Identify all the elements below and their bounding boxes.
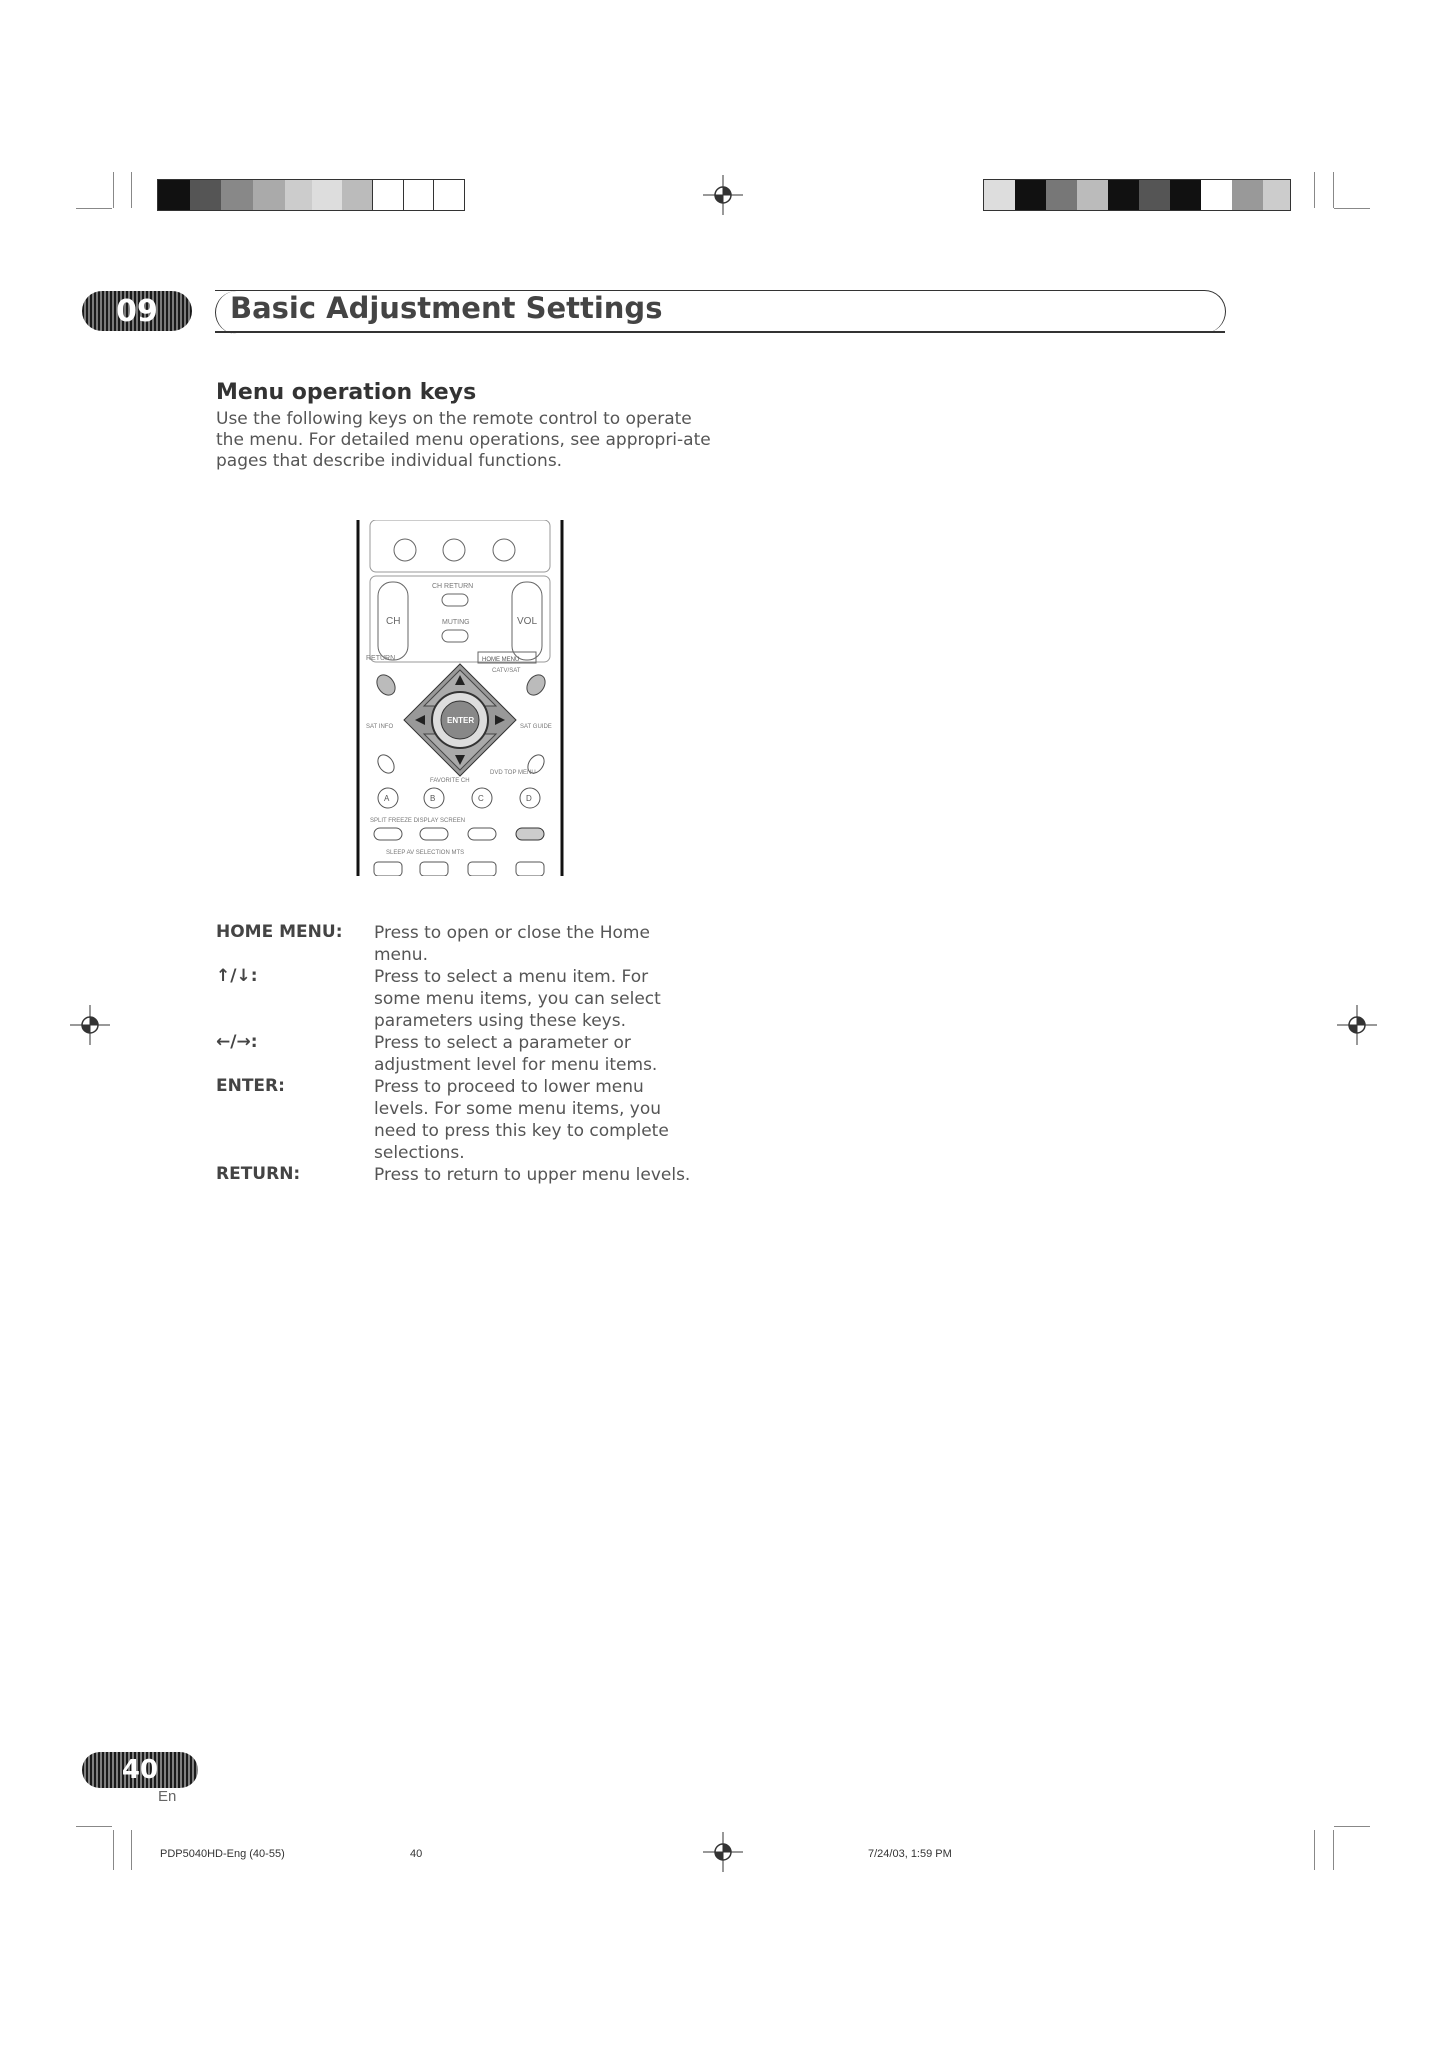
registration-target-icon — [70, 1005, 110, 1045]
key-desc-left-right — [374, 1032, 704, 1076]
remote-button-d: D — [526, 794, 532, 803]
key-label-up-down: ↑/↓: — [216, 966, 258, 986]
key-desc-line: parameters using these keys. — [374, 1011, 626, 1031]
footer-page: 40 — [410, 1848, 423, 1860]
remote-button-b: B — [430, 794, 436, 803]
crop-mark — [131, 172, 132, 208]
crop-mark — [1314, 1830, 1315, 1870]
section-heading: Menu operation keys — [216, 380, 477, 405]
crop-mark — [76, 1826, 112, 1827]
remote-sat-guide-label: SAT GUIDE — [520, 724, 552, 730]
registration-target-icon — [703, 175, 743, 215]
crop-mark — [131, 1830, 132, 1870]
page-language: En — [158, 1788, 177, 1805]
page-number-badge: 40 — [82, 1752, 198, 1788]
key-label-enter: ENTER: — [216, 1076, 285, 1096]
registration-target-icon — [1337, 1005, 1377, 1045]
chapter-title: Basic Adjustment Settings — [230, 291, 663, 325]
key-desc-line: Press to select a menu item. For — [374, 967, 649, 987]
key-desc-home-menu — [374, 922, 704, 966]
crop-mark — [76, 208, 112, 209]
crop-mark — [1334, 208, 1370, 209]
key-desc-line: adjustment level for menu items. — [374, 1055, 658, 1075]
remote-home-menu-label: HOME MENU — [482, 657, 520, 663]
chapter-number-badge: 09 — [82, 291, 192, 331]
key-desc-line: Press to proceed to lower menu — [374, 1077, 644, 1097]
key-desc-line: need to press this key to complete — [374, 1121, 669, 1141]
key-desc-line: Press to return to upper menu levels. — [374, 1165, 691, 1185]
remote-favorite-label: FAVORITE CH — [430, 778, 470, 784]
key-desc-line: menu. — [374, 945, 428, 965]
key-desc-line: selections. — [374, 1143, 465, 1163]
crop-mark — [1333, 1830, 1334, 1870]
remote-control-illustration — [356, 520, 564, 876]
key-label-home-menu: HOME MENU: — [216, 922, 343, 942]
remote-button-c: C — [478, 794, 484, 803]
crop-mark — [1314, 172, 1315, 208]
footer-timestamp: 7/24/03, 1:59 PM — [868, 1848, 952, 1860]
remote-ch-label: CH — [386, 616, 401, 627]
key-desc-line: Press to open or close the Home — [374, 923, 650, 943]
remote-button-a: A — [384, 794, 390, 803]
crop-mark — [113, 172, 114, 208]
remote-row-labels: SPLIT FREEZE DISPLAY SCREEN — [370, 818, 466, 824]
chapter-title-rule — [215, 331, 1225, 333]
color-bar-left — [157, 179, 465, 211]
registration-target-icon — [703, 1832, 743, 1872]
key-label-return: RETURN: — [216, 1164, 301, 1184]
key-label-left-right: ←/→: — [216, 1032, 258, 1052]
key-desc-return — [374, 1164, 704, 1186]
key-desc-enter — [374, 1076, 704, 1164]
remote-return-label: RETURN — [366, 655, 396, 662]
crop-mark — [1333, 172, 1334, 208]
key-desc-line: Press to select a parameter or — [374, 1033, 631, 1053]
remote-sat-info-label: SAT INFO — [366, 724, 394, 730]
key-desc-line: levels. For some menu items, you — [374, 1099, 662, 1119]
crop-mark — [1334, 1826, 1370, 1827]
remote-catv-label: CATV/SAT — [492, 668, 521, 674]
remote-bottom-labels: SLEEP AV SELECTION MTS — [386, 850, 465, 856]
remote-muting-label: MUTING — [442, 619, 470, 626]
key-desc-up-down — [374, 966, 704, 1032]
crop-mark — [113, 1830, 114, 1870]
section-intro: Use the following keys on the remote control to operate the menu. For detailed menu operations, see appropri-ate pages that describe individual functions. — [216, 409, 711, 471]
key-desc-line: some menu items, you can select — [374, 989, 661, 1009]
color-bar-right — [983, 179, 1291, 211]
remote-ch-return-label: CH RETURN — [432, 583, 474, 590]
footer-filename: PDP5040HD-Eng (40-55) — [160, 1848, 285, 1860]
remote-enter-label: ENTER — [447, 716, 475, 725]
remote-vol-label: VOL — [517, 616, 538, 627]
remote-dvd-menu-label: DVD TOP MENU — [490, 770, 536, 776]
